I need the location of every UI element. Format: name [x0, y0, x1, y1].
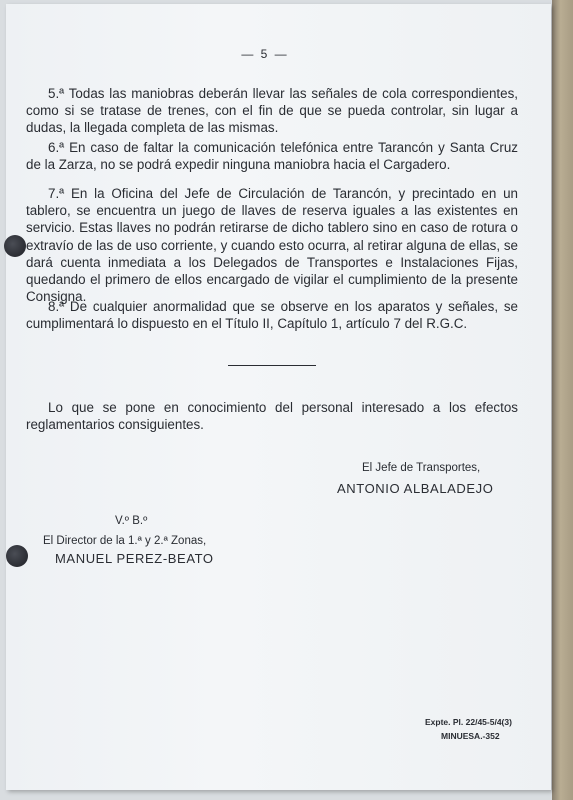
- closing-paragraph: Lo que se pone en conocimiento del personal interesado a los efectos reglamentarios consiguientes.: [26, 400, 518, 433]
- punch-hole-bottom: [6, 545, 28, 567]
- visto-bueno: V.º B.º: [115, 515, 148, 527]
- printer-reference: MINUESA.-352: [441, 731, 500, 741]
- expediente-reference: Expte. Pl. 22/45-5/4(3): [425, 717, 512, 727]
- jefe-name: ANTONIO ALBALADEJO: [337, 481, 494, 496]
- paragraph-8: 8.ª De cualquier anormalidad que se observe en los aparatos y señales, se cumplimentará lo dispuesto en el Título II, Capítulo 1, artículo 7 del R.G.C.: [26, 299, 518, 332]
- paragraph-5: 5.ª Todas las maniobras deberán llevar las señales de cola correspondientes, como si se tratase de trenes, con el fin de que se pueda controlar, sin lugar a dudas, la llegada completa de las mismas.: [26, 86, 518, 136]
- page-number: — 5 —: [241, 47, 289, 61]
- paragraph-6: 6.ª En caso de faltar la comunicación telefónica entre Tarancón y Santa Cruz de la Zarza, no se podrá expedir ninguna maniobra hacia el Cargadero.: [26, 140, 518, 173]
- jefe-title: El Jefe de Transportes,: [362, 462, 481, 474]
- punch-hole-top: [4, 235, 26, 257]
- director-name: MANUEL PEREZ-BEATO: [55, 551, 214, 566]
- binding-edge: [552, 0, 573, 800]
- paragraph-7: 7.ª En la Oficina del Jefe de Circulación de Tarancón, y precintado en un tablero, se encuentra un juego de llaves de reserva iguales a las existentes en servicio. Estas llaves no podrán retirarse de dicho tablero sino en caso de rotura o extravío de las de uso corriente, y cuando esto ocurra, al retirar alguna de ellas, se dará cuenta inmediata a los Delegados de Transportes e Instalaciones Fijas, quedando el primero de ellos encargado de vigilar el cumplimiento de la presente Consigna.: [26, 186, 518, 305]
- director-title: El Director de la 1.ª y 2.ª Zonas,: [43, 535, 207, 547]
- section-divider: [228, 365, 316, 366]
